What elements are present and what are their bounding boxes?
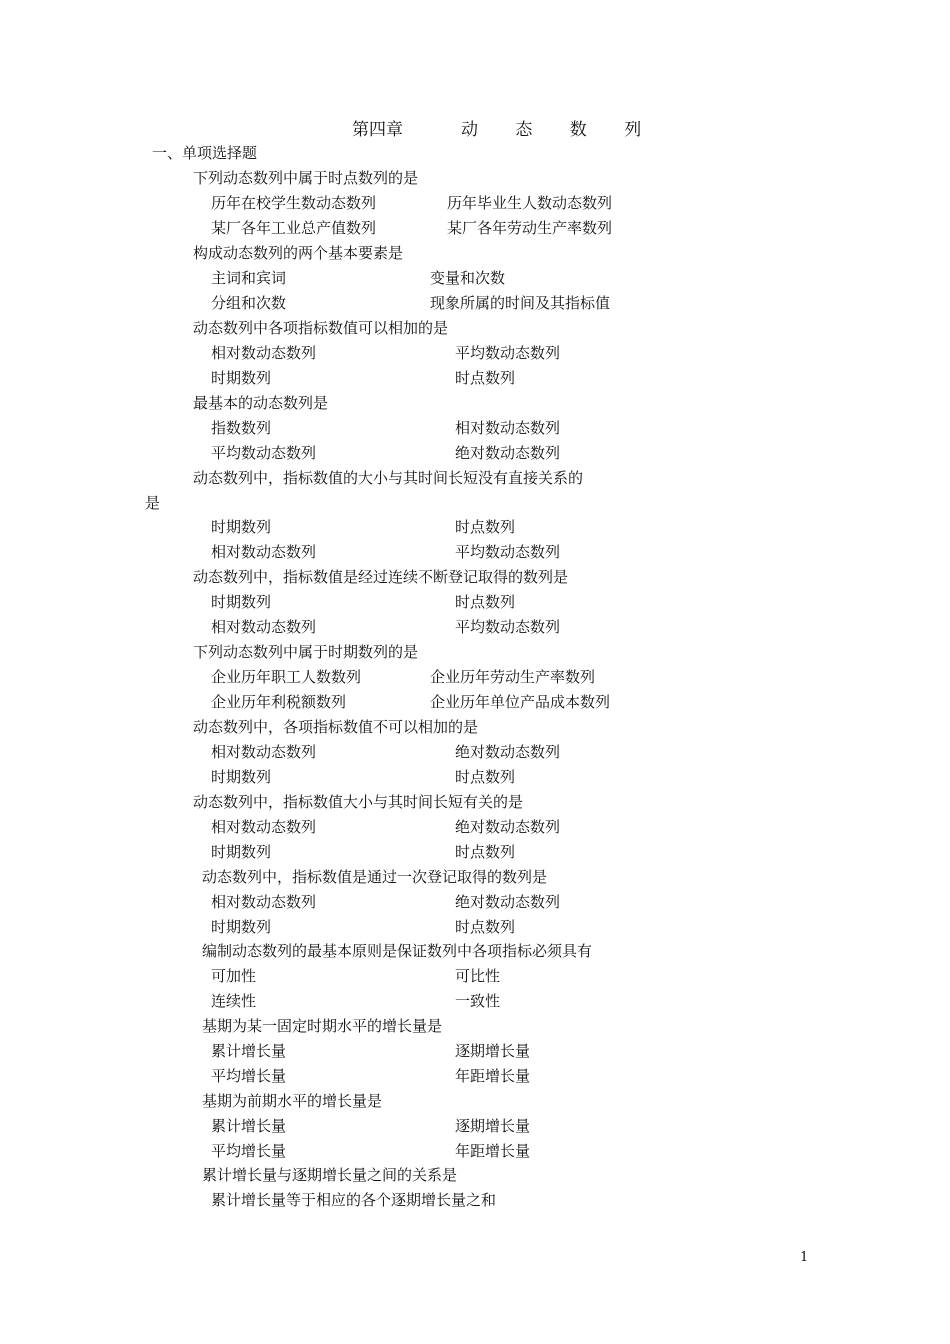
chapter-name: 动 态 数 列 (461, 120, 658, 140)
answer-option: 平均增长量 (211, 1142, 287, 1160)
answer-option: 平均增长量 (211, 1067, 287, 1085)
answer-option: 时期数列 (211, 768, 272, 786)
answer-option: 时期数列 (211, 593, 272, 611)
answer-option: 逐期增长量 (455, 1042, 531, 1060)
answer-option: 累计增长量 (211, 1042, 287, 1060)
section-heading: 一、单项选择题 (152, 144, 258, 162)
answer-option: 变量和次数 (430, 269, 506, 287)
answer-option: 可比性 (455, 967, 501, 985)
answer-option: 某厂各年劳动生产率数列 (447, 219, 613, 237)
answer-option: 时点数列 (455, 768, 516, 786)
answer-option: 主词和宾词 (211, 269, 287, 287)
answer-option: 分组和次数 (211, 294, 287, 312)
answer-option: 相对数动态数列 (211, 818, 317, 836)
answer-option: 绝对数动态数列 (455, 818, 561, 836)
answer-option: 累计增长量等于相应的各个逐期增长量之和 (211, 1191, 497, 1209)
question-stem: 动态数列中，指标数值是经过连续不断登记取得的数列是 (193, 568, 569, 586)
answer-option: 历年在校学生数动态数列 (211, 194, 377, 212)
chapter-number: 第四章 (352, 120, 403, 140)
answer-option: 时期数列 (211, 369, 272, 387)
question-stem: 动态数列中，指标数值的大小与其时间长短没有直接关系的 (193, 469, 584, 487)
answer-option: 可加性 (211, 967, 257, 985)
question-stem: 最基本的动态数列是 (193, 394, 329, 412)
answer-option: 一致性 (455, 992, 501, 1010)
answer-option: 历年毕业生人数动态数列 (447, 194, 613, 212)
answer-option: 平均数动态数列 (455, 618, 561, 636)
answer-option: 平均数动态数列 (211, 444, 317, 462)
answer-option: 年距增长量 (455, 1067, 531, 1085)
answer-option: 时点数列 (455, 369, 516, 387)
question-stem: 编制动态数列的最基本原则是保证数列中各项指标必须具有 (202, 942, 593, 960)
question-stem: 基期为某一固定时期水平的增长量是 (202, 1017, 443, 1035)
question-stem-continuation: 是 (145, 494, 161, 512)
answer-option: 绝对数动态数列 (455, 444, 561, 462)
answer-option: 时点数列 (455, 918, 516, 936)
answer-option: 相对数动态数列 (211, 543, 317, 561)
answer-option: 时期数列 (211, 918, 272, 936)
answer-option: 指数数列 (211, 419, 272, 437)
answer-option: 相对数动态数列 (211, 618, 317, 636)
question-stem: 构成动态数列的两个基本要素是 (193, 244, 404, 262)
question-stem: 动态数列中，指标数值是通过一次登记取得的数列是 (202, 868, 548, 886)
answer-option: 时点数列 (455, 843, 516, 861)
answer-option: 平均数动态数列 (455, 543, 561, 561)
answer-option: 时点数列 (455, 518, 516, 536)
answer-option: 相对数动态数列 (211, 893, 317, 911)
answer-option: 企业历年单位产品成本数列 (430, 693, 611, 711)
answer-option: 逐期增长量 (455, 1117, 531, 1135)
answer-option: 时期数列 (211, 518, 272, 536)
answer-option: 绝对数动态数列 (455, 893, 561, 911)
answer-option: 企业历年劳动生产率数列 (430, 668, 596, 686)
answer-option: 相对数动态数列 (455, 419, 561, 437)
answer-option: 企业历年职工人数数列 (211, 668, 362, 686)
question-stem: 动态数列中，各项指标数值不可以相加的是 (193, 718, 479, 736)
answer-option: 相对数动态数列 (211, 344, 317, 362)
question-stem: 动态数列中各项指标数值可以相加的是 (193, 319, 449, 337)
answer-option: 连续性 (211, 992, 257, 1010)
answer-option: 某厂各年工业总产值数列 (211, 219, 377, 237)
answer-option: 企业历年利税额数列 (211, 693, 347, 711)
page-number: 1 (800, 1250, 809, 1265)
answer-option: 累计增长量 (211, 1117, 287, 1135)
answer-option: 时期数列 (211, 843, 272, 861)
answer-option: 绝对数动态数列 (455, 743, 561, 761)
answer-option: 现象所属的时间及其指标值 (430, 294, 611, 312)
answer-option: 相对数动态数列 (211, 743, 317, 761)
answer-option: 时点数列 (455, 593, 516, 611)
question-stem: 累计增长量与逐期增长量之间的关系是 (202, 1166, 458, 1184)
answer-option: 平均数动态数列 (455, 344, 561, 362)
chapter-title (352, 115, 657, 140)
question-stem: 基期为前期水平的增长量是 (202, 1092, 383, 1110)
question-stem: 下列动态数列中属于时点数列的是 (193, 169, 419, 187)
question-stem: 动态数列中，指标数值大小与其时间长短有关的是 (193, 793, 524, 811)
question-stem: 下列动态数列中属于时期数列的是 (193, 643, 419, 661)
answer-option: 年距增长量 (455, 1142, 531, 1160)
